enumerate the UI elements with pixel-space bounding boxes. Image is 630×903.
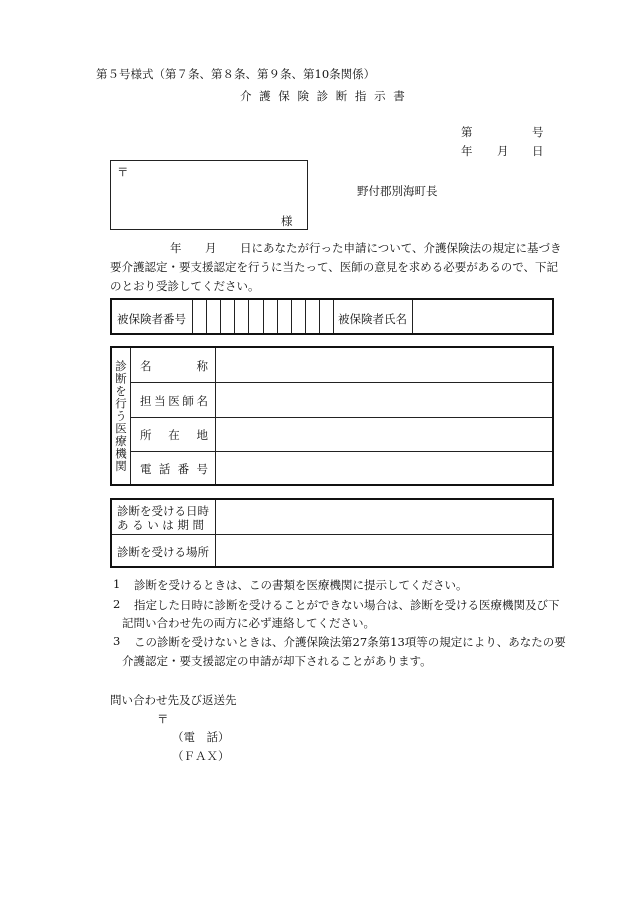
body-line3: のとおり受診してください。 [110,279,260,293]
postal-mark: 〒 [117,165,129,179]
insured-number-digit-cell[interactable] [291,300,305,333]
sama-label: 様 [281,214,293,228]
form-number: 第５号様式（第７条、第８条、第９条、第10条関係） [96,67,376,81]
place-field[interactable] [216,535,552,568]
body-month: 月 [205,241,217,255]
doc-number-dai: 第 [461,125,473,139]
note-3-num: 3 [113,634,121,648]
body-line2: 要介護認定・要支援認定を行うに当たって、医師の意見を求める必要があるので、下記 [110,260,559,274]
institution-name-label: 名 称 [140,359,208,373]
contact-heading: 問い合わせ先及び返送先 [110,693,237,707]
address-label: 所 在 地 [140,428,208,442]
doc-number-go: 号 [532,125,544,139]
insured-number-digit-cell[interactable] [305,300,319,333]
phone-number-field[interactable] [216,452,552,486]
note-1-num: 1 [113,577,121,591]
insured-number-digit-cell[interactable] [277,300,291,333]
place-label: 診断を受ける場所 [117,545,209,559]
note-3-text: この診断を受けないときは、介護保険法第27条第13項等の規定により、あなたの要 [134,635,566,649]
insured-number-digit-cell[interactable] [220,300,234,333]
body-year: 年 [170,241,182,255]
insured-number-digit-cell[interactable] [192,300,206,333]
note-2-num: 2 [113,597,121,611]
datetime-label-2: あるいは期間 [117,518,208,532]
date-day: 日 [532,144,544,158]
institution-name-field[interactable] [216,348,552,382]
schedule-table [110,498,554,568]
insured-number-digit-cell[interactable] [319,300,333,333]
issuer-name: 野付郡別海町長 [357,184,438,198]
address-field[interactable] [216,418,552,451]
body-line1: 日にあなたが行った申請について、介護保険法の規定に基づき [240,241,562,255]
contact-postal-mark: 〒 [157,712,169,726]
note-2-cont: 記問い合わせ先の両方に必ず連絡してください。 [122,616,375,630]
doctor-name-field[interactable] [216,383,552,417]
note-1-text: 診断を受けるときは、この書類を医療機関に提示してください。 [134,578,468,592]
insured-number-digit-cell[interactable] [206,300,220,333]
datetime-field[interactable] [216,500,552,534]
phone-number-label: 電 話 番 号 [140,462,208,476]
insured-number-digit-cell[interactable] [248,300,262,333]
contact-fax-label: （ＦＡＸ） [172,749,230,763]
insured-number-digit-cell[interactable] [263,300,277,333]
insured-name-field[interactable] [413,300,552,333]
doctor-name-label: 担 当 医 師 名 [140,394,208,408]
institution-side-label: 診断を行う医療機関 [114,359,128,473]
page-title: 介 護 保 険 診 断 指 示 書 [240,89,407,103]
institution-table [110,346,554,486]
date-month: 月 [497,144,509,158]
insured-table [110,298,554,335]
insured-name-label: 被保険者氏名 [338,312,407,326]
insured-number-digit-cell[interactable] [234,300,248,333]
note-3-cont: 介護認定・要支援認定の申請が却下されることがあります。 [122,654,432,668]
insured-number-label: 被保険者番号 [117,312,186,326]
address-box[interactable] [110,160,308,230]
date-year: 年 [461,144,473,158]
contact-phone-label: （電 話） [172,730,230,744]
datetime-label-1: 診断を受ける日時 [117,504,209,518]
note-2-text: 指定した日時に診断を受けることができない場合は、診断を受ける医療機関及び下 [134,598,560,612]
